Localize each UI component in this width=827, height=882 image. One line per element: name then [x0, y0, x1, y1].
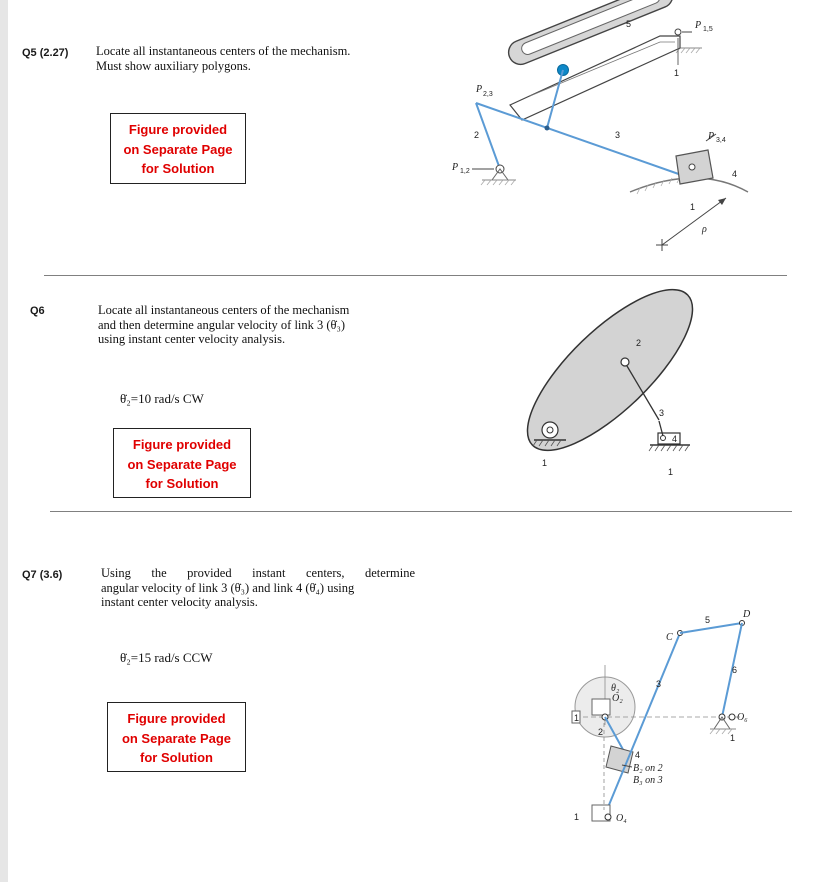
q7-mechanism-figure [560, 605, 780, 835]
label-link-4: 4 [635, 750, 641, 760]
q6-line-2: and then determine angular velocity of link 3 (θ̇₃) [98, 317, 346, 332]
figure-note-line: on Separate Page [127, 456, 237, 472]
figure-note-line: Figure provided [127, 711, 226, 726]
label-p15-sub: 1,5 [703, 26, 713, 33]
q6-mechanism-figure [520, 288, 720, 488]
q5-line-1: Locate all instantaneous centers of the mechanism. [96, 44, 351, 58]
label-link-3: 3 [656, 679, 662, 689]
q5-line-2: Must show auxiliary polygons. [96, 58, 251, 73]
label-link-6: 6 [732, 665, 738, 675]
section-divider [44, 275, 787, 276]
label-link-1b: 1 [690, 202, 696, 212]
label-link-3: 3 [659, 408, 665, 418]
q7-figure-note [107, 702, 246, 772]
link-2 [476, 103, 500, 169]
ground-hatch [481, 180, 515, 185]
figure-note-line: for Solution [141, 161, 215, 176]
q7-line-3: instant center velocity analysis. [101, 595, 258, 609]
radius-arrow [718, 198, 726, 205]
ground-hatch [649, 445, 689, 451]
page-left-margin [0, 0, 8, 882]
q6-label: Q6 [30, 305, 45, 317]
label-p23: P [476, 84, 483, 95]
label-link-4: 4 [732, 169, 738, 179]
joint [545, 126, 550, 131]
slider-pin [661, 436, 666, 441]
label-p34-sub: 3,4 [716, 137, 726, 144]
figure-note-line: Figure provided [132, 437, 232, 452]
label-link-3: 3 [615, 130, 621, 140]
q7-prompt [101, 566, 415, 610]
pivot-o4-marker [729, 714, 735, 720]
label-link-1b: 1 [574, 812, 580, 822]
label-o6: O₆ [737, 712, 748, 723]
q5-figure-note [110, 113, 246, 184]
figure-note-line: on Separate Page [123, 141, 233, 157]
label-p34: P [708, 131, 715, 142]
label-link-2: 2 [598, 727, 604, 737]
label-link-4: 4 [672, 434, 678, 444]
label-b3: B₃ on 3 [633, 775, 663, 786]
figure-note-line: Figure provided [128, 122, 228, 137]
label-link-1c: 1 [730, 733, 736, 743]
q5-mechanism-figure [430, 10, 750, 260]
label-c: C [666, 632, 673, 643]
q5-prompt [96, 44, 350, 73]
label-o2: O₂ [612, 693, 623, 704]
label-link-1a: 1 [674, 68, 680, 78]
label-d: D [743, 609, 751, 620]
q5-label: Q5 (2.27) [22, 47, 69, 59]
pin-a [621, 358, 629, 366]
label-b2: B₂ on 2 [633, 763, 663, 774]
q6-prompt [98, 303, 349, 347]
pin-p34 [689, 164, 695, 170]
q6-line-3: using instant center velocity analysis. [98, 332, 286, 346]
figure-note-line: on Separate Page [121, 730, 232, 746]
label-o4: O₄ [616, 813, 627, 824]
label-p12: P [452, 162, 459, 173]
q7-line-1: Using the provided instant centers, determine [101, 566, 415, 580]
ground-hatch [710, 729, 732, 734]
section-divider [50, 511, 792, 512]
label-link-1a: 1 [542, 458, 548, 468]
label-link-2: 2 [636, 338, 642, 348]
link-3 [476, 103, 690, 178]
label-theta2: θ₂ [611, 683, 620, 694]
label-p15: P [695, 20, 702, 31]
label-link-5: 5 [705, 615, 711, 625]
link-5 [680, 623, 742, 633]
q6-given-velocity: θ̇₂=10 rad/s CW [120, 391, 204, 406]
q7-line-2: angular velocity of link 3 (θ̇₃) and link 4 (θ̇₄) using [101, 580, 355, 595]
q6-line-1: Locate all instantaneous centers of the mechanism [98, 303, 350, 317]
ground-pin [547, 427, 553, 433]
label-link-5: 5 [626, 19, 632, 29]
label-link-1b: 1 [668, 467, 674, 477]
label-p23-sub: 2,3 [483, 91, 493, 98]
label-p12-sub: 1,2 [460, 168, 470, 175]
label-rho: ρ [702, 224, 707, 235]
elliptical-link-2 [505, 266, 716, 474]
pin-p15 [675, 29, 681, 35]
label-link-1a: 1 [574, 713, 580, 723]
pivot-o2-mount [592, 699, 610, 715]
slider-block-4 [606, 746, 633, 773]
q6-figure-note [113, 428, 251, 498]
figure-note-line: for Solution [145, 476, 219, 491]
pivot-o4 [605, 814, 611, 820]
figure-note-line: for Solution [140, 750, 213, 765]
q7-label: Q7 (3.6) [22, 569, 63, 581]
q7-given-velocity: θ̇₂=15 rad/s CCW [120, 650, 213, 665]
label-link-2: 2 [474, 130, 480, 140]
